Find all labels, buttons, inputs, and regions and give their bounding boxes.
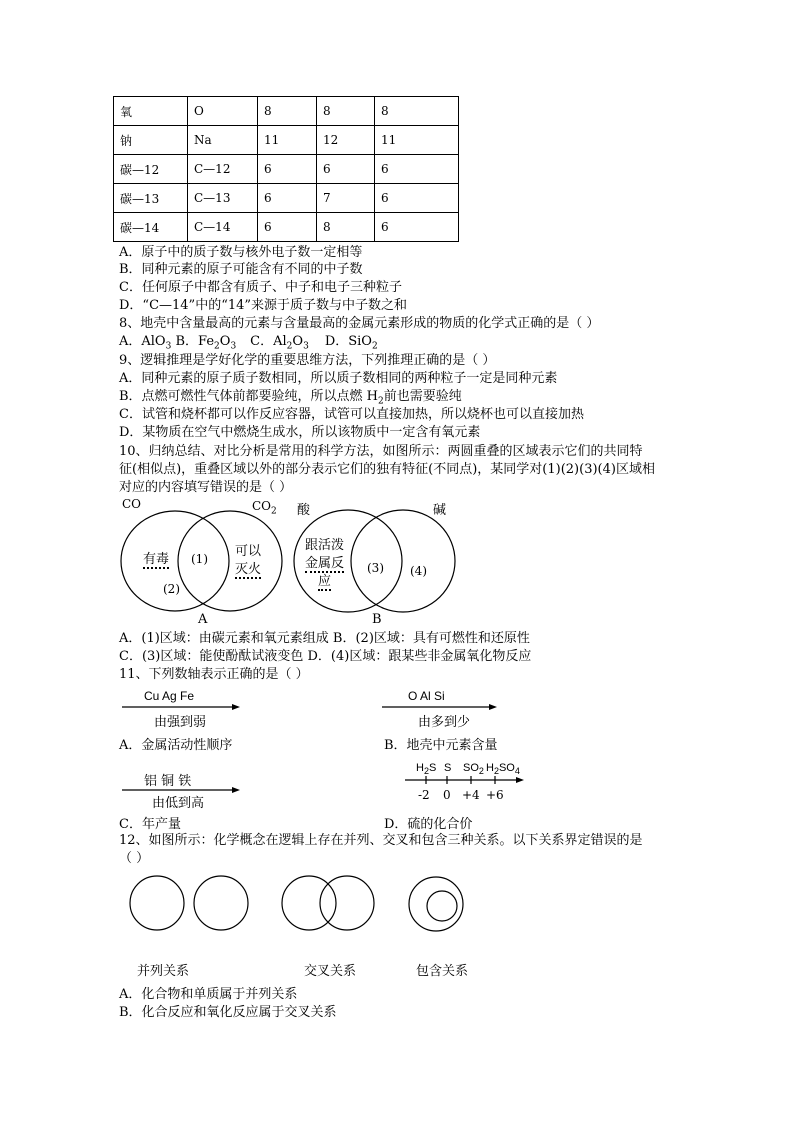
relation-contain-label: 包含关系 [416,964,469,979]
q11-caption-c: C．年产量 [119,817,181,832]
table-cell: 6 [317,155,375,184]
table-cell: 氧 [114,97,188,126]
q12-option-b: B．化合反应和氧化反应属于交叉关系 [119,1005,337,1020]
venn-a-region-left: 有毒 [143,552,170,567]
table-cell: 6 [258,184,317,213]
axis-d-tick-0: 0 [443,788,451,802]
venn-a-region-right-line1: 可以 [235,544,262,559]
axis-d-h2s-label: $H_2S$ [416,762,437,777]
table-cell: 7 [317,184,375,213]
axis-d-tick-neg2: -2 [418,788,430,802]
contain-circle-outer [409,877,463,931]
venn-b-caption: B [372,612,382,627]
table-cell: 6 [258,213,317,242]
axis-d-so2-label: $SO_2$ [463,762,484,777]
table-cell: 碳—14 [114,213,188,242]
cross-circle-right [320,876,374,930]
venn-a-left-circle [121,511,229,611]
axis-c-bottom-label: 由低到高 [152,796,205,811]
parallel-circle-right [194,876,248,930]
table-cell: 11 [375,126,459,155]
table-cell: C—13 [188,184,258,213]
axis-a-top-labels: Cu Ag Fe [144,689,195,703]
venn-a-caption: A [198,612,208,627]
axis-d-h2so4-label: $H_2SO_4$ [486,762,520,777]
q8-options: A．AlO$_3$ B．$Fe_2O_3$ C．$Al_2O_3$ D．SiO$_2$ [119,334,378,352]
q7-option-b: B．同种元素的原子可能含有不同的中子数 [119,262,363,277]
q10-options-cd: C．(3)区域：能使酚酞试液变色 D．(4)区域：跟某些非金属氧化物反应 [119,649,532,664]
q9-option-b: B．点燃可燃性气体前都要验纯，所以点燃 $H_2$前也需要验纯 [119,389,462,407]
q11-caption-a: A．金属活动性顺序 [119,738,233,753]
relation-parallel-label: 并列关系 [137,964,190,979]
axis-a [122,704,240,710]
q9-option-c: C．试管和烧杯都可以作反应容器，试管可以直接加热，所以烧杯也可以直接加热 [119,407,584,422]
relation-cross-label: 交叉关系 [304,964,357,979]
table-cell: O [188,97,258,126]
axis-a-bottom-label: 由强到弱 [154,715,207,730]
table-cell: Na [188,126,258,155]
table-cell: 8 [375,97,459,126]
venn-a-co2-label: $CO_2$ [252,499,277,517]
table-cell: 8 [258,97,317,126]
q9-option-a: A．同种元素的原子质子数相同，所以质子数相同的两种粒子一定是同种元素 [119,371,558,386]
venn-b-region-left-line2: 金属反 [305,556,345,571]
table-cell: 6 [375,213,459,242]
q7-option-a: A．原子中的质子数与核外电子数一定相等 [119,245,363,260]
q11-caption-d: D．硫的化合价 [384,817,473,832]
contain-circle-inner [427,891,457,921]
table-cell: C—14 [188,213,258,242]
q10-stem-line2: 征(相似点)，重叠区域以外的部分表示它们的独有特征(不同点)，某同学对(1)(2)(3)(4)区域相 [119,462,655,477]
venn-a-co-label: CO [122,497,142,511]
q9-option-d: D．某物质在空气中燃烧生成水，所以该物质中一定含有氧元素 [119,425,481,440]
q7-option-d: D．“C—14”中的“14”来源于质子数与中子数之和 [119,298,408,313]
table-cell: 12 [317,126,375,155]
table-cell: 碳—13 [114,184,188,213]
axis-d-s-label: S [444,762,452,774]
venn-b-region-4: (4) [410,564,427,578]
q12-stem-line2: （ ） [119,851,150,866]
venn-b-region-left-line3: 应 [318,574,332,589]
axis-b-top-labels: O Al Si [408,689,445,703]
venn-a-region-1: (1) [191,552,208,566]
table-cell: 8 [317,213,375,242]
table-cell: C—12 [188,155,258,184]
venn-b-region-3: (3) [367,561,384,575]
parallel-circle-left [130,876,184,930]
axis-d [405,776,524,784]
q9-stem: 9、逻辑推理是学好化学的重要思维方法，下列推理正确的是（ ） [119,353,496,368]
venn-a-region-right-line2: 灭火 [235,562,262,577]
table-cell: 碳—12 [114,155,188,184]
q7-option-c: C．任何原子中都含有质子、中子和电子三种粒子 [119,280,402,295]
table-cell: 6 [258,155,317,184]
axis-b [382,704,497,710]
q8-stem: 8、地壳中含量最高的元素与含量最高的金属元素形成的物质的化学式正确的是（ ） [119,316,600,331]
axis-b-bottom-label: 由多到少 [418,715,471,730]
q12-stem-line1: 12、如图所示：化学概念在逻辑上存在并列、交叉和包含三种关系。以下关系界定错误的是 [119,833,643,848]
axis-d-tick-pos4: +4 [462,788,480,802]
q11-stem: 11、下列数轴表示正确的是（ ） [119,667,309,682]
venn-b-region-left-line1: 跟活泼 [305,538,345,553]
table-cell: 8 [317,97,375,126]
venn-a-region-2: (2) [163,582,180,596]
q10-stem-line1: 10、归纳总结、对比分析是常用的科学方法，如图所示：两圆重叠的区域表示它们的共同特 [119,444,643,459]
table-cell: 钠 [114,126,188,155]
venn-b-acid-label: 酸 [297,503,311,518]
q10-options-ab: A．(1)区域：由碳元素和氧元素组成 B．(2)区域：具有可燃性和还原性 [119,631,530,646]
table-cell: 6 [375,155,459,184]
q10-stem-line3: 对应的内容填写错误的是（ ） [119,480,293,495]
axis-c-top-labels: 铝 铜 铁 [144,774,192,789]
axis-d-tick-pos6: +6 [486,788,504,802]
table-cell: 11 [258,126,317,155]
q11-caption-b: B．地壳中元素含量 [384,738,498,753]
table-cell: 6 [375,184,459,213]
venn-b-base-label: 碱 [433,503,447,518]
q12-option-a: A．化合物和单质属于并列关系 [119,987,298,1002]
